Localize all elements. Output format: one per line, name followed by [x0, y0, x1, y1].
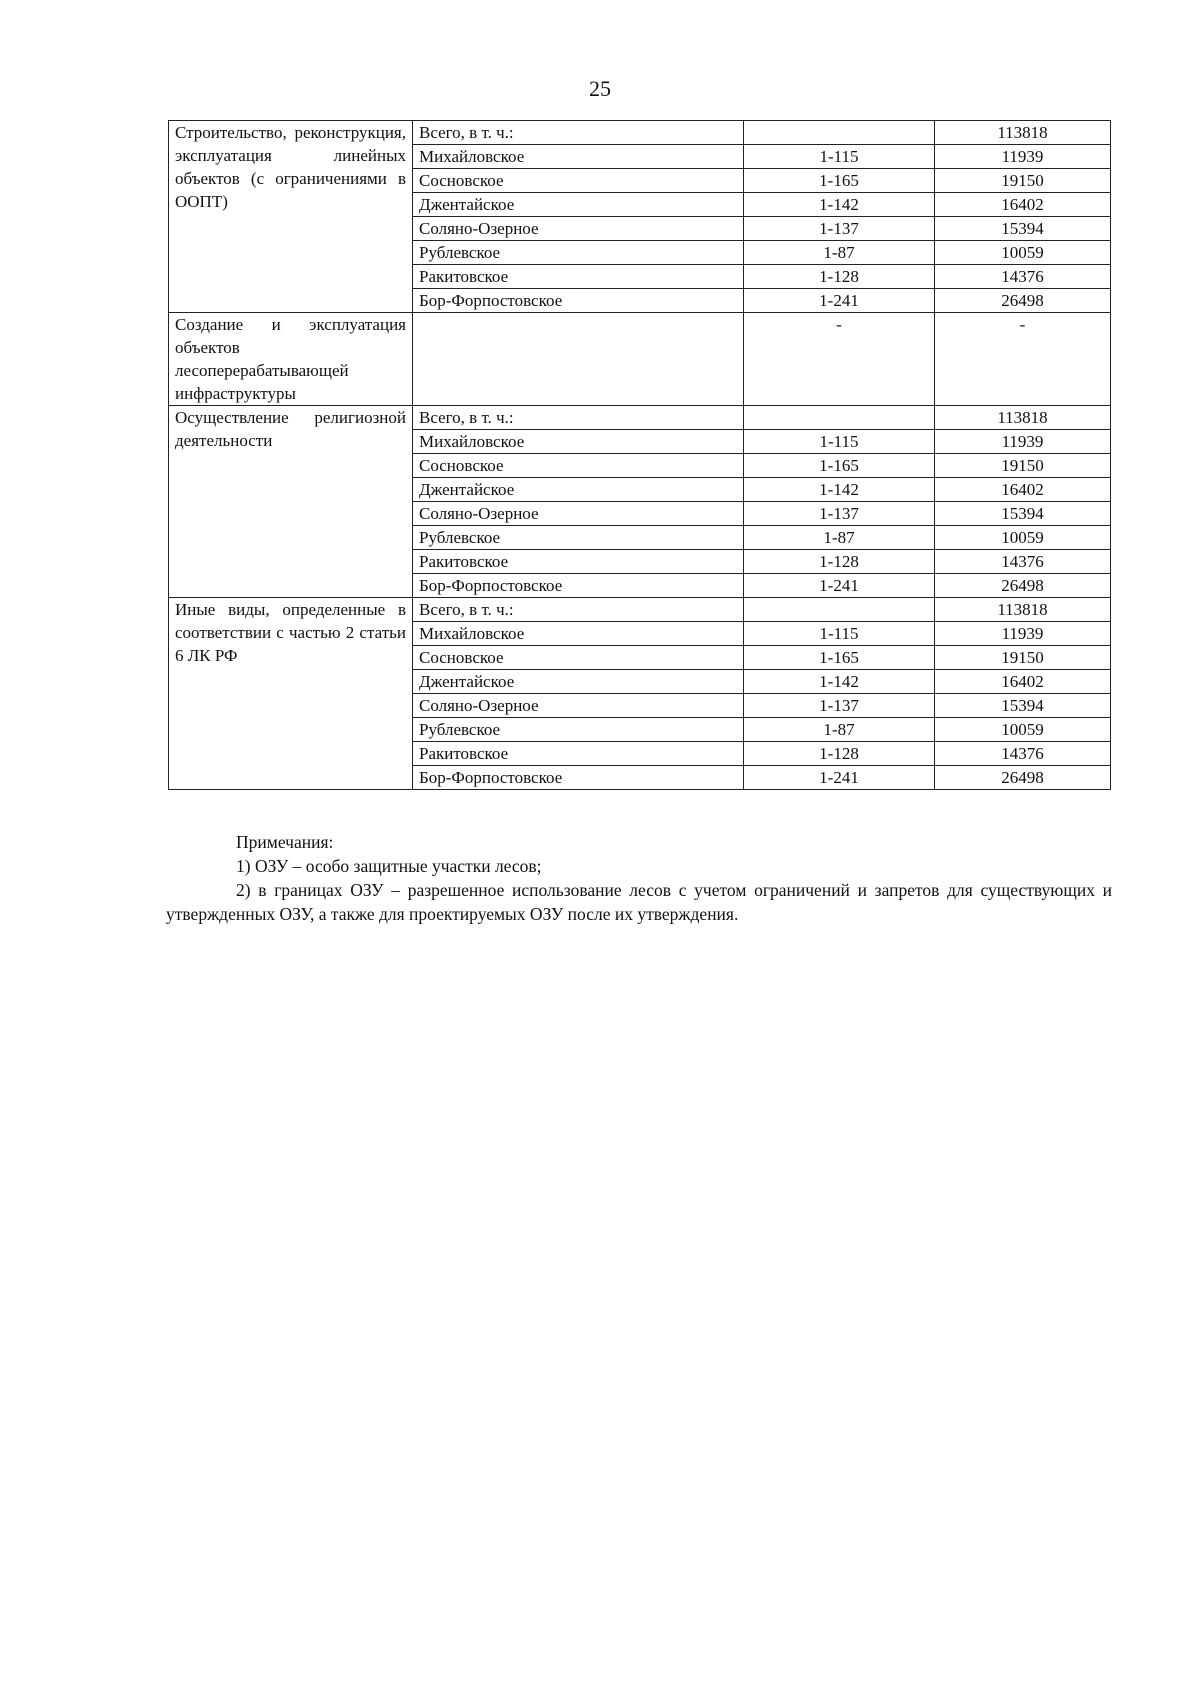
district-cell: Ракитовское: [413, 742, 744, 766]
district-cell: Джентайское: [413, 670, 744, 694]
area-cell: 16402: [935, 670, 1111, 694]
quarters-cell: 1-137: [744, 217, 935, 241]
quarters-cell: 1-115: [744, 430, 935, 454]
area-cell: 16402: [935, 478, 1111, 502]
district-cell: Сосновское: [413, 454, 744, 478]
quarters-cell: 1-128: [744, 265, 935, 289]
quarters-cell: 1-241: [744, 289, 935, 313]
area-cell: 113818: [935, 121, 1111, 145]
quarters-cell: 1-87: [744, 526, 935, 550]
quarters-cell: 1-137: [744, 694, 935, 718]
area-cell: 15394: [935, 694, 1111, 718]
category-cell: Строительство, реконструкция, эксплуатация линейных объектов (с ограничениями в ООПТ): [169, 121, 413, 313]
category-cell: Создание и эксплуатация объектов лесоперерабатывающей инфраструктуры: [169, 313, 413, 406]
quarters-cell: 1-115: [744, 145, 935, 169]
quarters-cell: 1-165: [744, 169, 935, 193]
quarters-cell: 1-142: [744, 670, 935, 694]
district-cell: Рублевское: [413, 241, 744, 265]
notes-section: [166, 830, 1112, 926]
area-cell: 11939: [935, 622, 1111, 646]
area-cell: 10059: [935, 241, 1111, 265]
table-body: [169, 121, 1111, 790]
quarters-cell: [744, 121, 935, 145]
district-cell: Сосновское: [413, 646, 744, 670]
note-item: 2) в границах ОЗУ – разрешенное использование лесов с учетом ограничений и запретов для существующих и утвержденных ОЗУ, а также для проектируемых ОЗУ после их утверждения.: [166, 880, 1112, 924]
area-cell: 19150: [935, 646, 1111, 670]
district-cell: Рублевское: [413, 526, 744, 550]
quarters-cell: 1-241: [744, 574, 935, 598]
district-cell: Михайловское: [413, 145, 744, 169]
area-cell: 10059: [935, 718, 1111, 742]
area-cell: 11939: [935, 430, 1111, 454]
area-cell: 15394: [935, 217, 1111, 241]
forest-use-table: [168, 120, 1111, 790]
area-cell: 19150: [935, 454, 1111, 478]
district-cell: Михайловское: [413, 430, 744, 454]
area-cell: 16402: [935, 193, 1111, 217]
district-cell: Всего, в т. ч.:: [413, 121, 744, 145]
quarters-cell: 1-128: [744, 550, 935, 574]
area-cell: 11939: [935, 145, 1111, 169]
district-cell: Соляно-Озерное: [413, 694, 744, 718]
district-cell: Ракитовское: [413, 550, 744, 574]
table-row: [169, 598, 1111, 622]
table-row: [169, 406, 1111, 430]
area-cell: 14376: [935, 742, 1111, 766]
area-cell: 14376: [935, 550, 1111, 574]
quarters-cell: 1-137: [744, 502, 935, 526]
quarters-cell: 1-165: [744, 454, 935, 478]
table-row: [169, 313, 1111, 406]
notes-title: Примечания:: [236, 832, 334, 852]
quarters-cell: 1-115: [744, 622, 935, 646]
district-cell: Бор-Форпостовское: [413, 289, 744, 313]
area-cell: 10059: [935, 526, 1111, 550]
quarters-cell: 1-165: [744, 646, 935, 670]
district-cell: Соляно-Озерное: [413, 502, 744, 526]
area-cell: 26498: [935, 574, 1111, 598]
area-cell: 15394: [935, 502, 1111, 526]
quarters-cell: [744, 598, 935, 622]
district-cell: Ракитовское: [413, 265, 744, 289]
district-cell: Джентайское: [413, 193, 744, 217]
quarters-cell: 1-87: [744, 241, 935, 265]
area-cell: -: [935, 313, 1111, 406]
note-item: 1) ОЗУ – особо защитные участки лесов;: [236, 856, 542, 876]
district-cell: Рублевское: [413, 718, 744, 742]
area-cell: 26498: [935, 766, 1111, 790]
quarters-cell: 1-241: [744, 766, 935, 790]
area-cell: 19150: [935, 169, 1111, 193]
district-cell: Всего, в т. ч.:: [413, 598, 744, 622]
district-cell: Бор-Форпостовское: [413, 574, 744, 598]
area-cell: 113818: [935, 406, 1111, 430]
quarters-cell: 1-87: [744, 718, 935, 742]
quarters-cell: 1-128: [744, 742, 935, 766]
district-cell: Джентайское: [413, 478, 744, 502]
area-cell: 14376: [935, 265, 1111, 289]
quarters-cell: [744, 406, 935, 430]
table-row: [169, 121, 1111, 145]
quarters-cell: 1-142: [744, 193, 935, 217]
district-cell: Михайловское: [413, 622, 744, 646]
quarters-cell: -: [744, 313, 935, 406]
area-cell: 113818: [935, 598, 1111, 622]
page-number: 25: [589, 76, 611, 101]
district-cell: [413, 313, 744, 406]
category-cell: Осуществление религиозной деятельности: [169, 406, 413, 598]
district-cell: Сосновское: [413, 169, 744, 193]
district-cell: Всего, в т. ч.:: [413, 406, 744, 430]
district-cell: Соляно-Озерное: [413, 217, 744, 241]
area-cell: 26498: [935, 289, 1111, 313]
category-cell: Иные виды, определенные в соответствии с частью 2 статьи 6 ЛК РФ: [169, 598, 413, 790]
district-cell: Бор-Форпостовское: [413, 766, 744, 790]
quarters-cell: 1-142: [744, 478, 935, 502]
